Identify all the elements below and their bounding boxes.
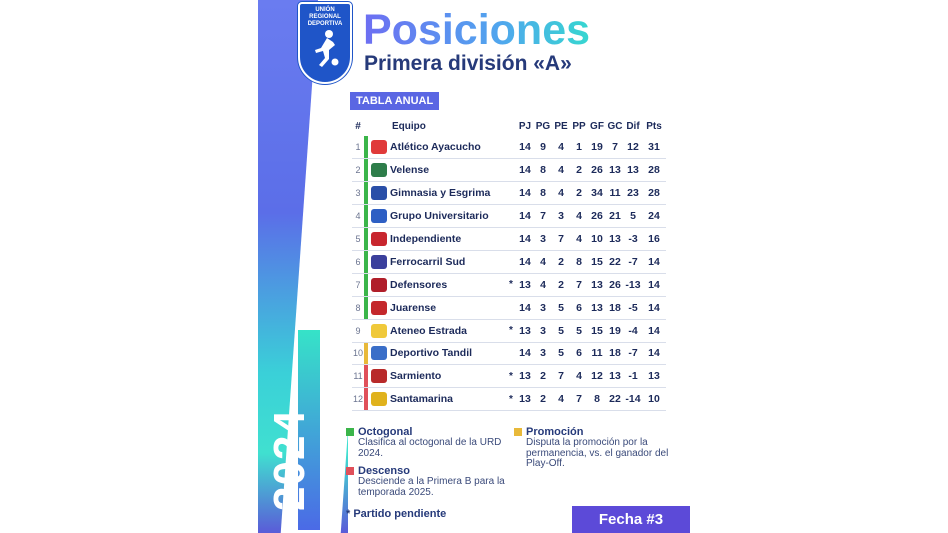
table-tag: TABLA ANUAL xyxy=(350,92,439,110)
promocion-swatch xyxy=(514,428,522,436)
team-name: Velense xyxy=(390,159,506,182)
cell-pg: 3 xyxy=(534,228,552,251)
cell-dif: 5 xyxy=(624,205,642,228)
team-crest-icon xyxy=(371,140,387,154)
col-pg: PG xyxy=(535,120,551,132)
cell-gc: 13 xyxy=(606,159,624,182)
cell-pg: 9 xyxy=(534,136,552,159)
team-crest-icon xyxy=(371,209,387,223)
cell-pg: 2 xyxy=(534,388,552,411)
standings-poster xyxy=(258,0,692,533)
team-crest-icon xyxy=(371,301,387,315)
cell-pts: 13 xyxy=(642,365,666,388)
team-name: Deportivo Tandil xyxy=(390,342,506,365)
cell-gf: 11 xyxy=(588,342,606,365)
team-name: Santamarina xyxy=(390,388,506,411)
team-crest-icon xyxy=(371,324,387,338)
pending-mark xyxy=(506,136,516,159)
cell-gf: 10 xyxy=(588,228,606,251)
cell-gc: 18 xyxy=(606,296,624,319)
table-row xyxy=(352,228,666,251)
cell-pj: 14 xyxy=(516,296,534,319)
col-team: Equipo xyxy=(392,120,426,132)
row-position: 2 xyxy=(352,159,364,182)
cell-pj: 13 xyxy=(516,319,534,342)
pending-mark xyxy=(506,182,516,205)
descenso-swatch xyxy=(346,467,354,475)
cell-pp: 7 xyxy=(570,388,588,411)
team-name: Juarense xyxy=(390,296,506,319)
row-position: 9 xyxy=(352,319,364,342)
cell-gf: 15 xyxy=(588,319,606,342)
table-row xyxy=(352,182,666,205)
team-crest-icon xyxy=(371,163,387,177)
cell-pe: 4 xyxy=(552,136,570,159)
cell-gf: 26 xyxy=(588,205,606,228)
team-crest-icon xyxy=(371,278,387,292)
team-name: Ferrocarril Sud xyxy=(390,250,506,273)
cell-pg: 3 xyxy=(534,296,552,319)
team-crest-icon xyxy=(371,232,387,246)
cell-pe: 2 xyxy=(552,273,570,296)
pending-mark xyxy=(506,205,516,228)
pending-mark: * xyxy=(506,388,516,411)
pending-mark xyxy=(506,250,516,273)
cell-gf: 19 xyxy=(588,136,606,159)
cell-dif: -4 xyxy=(624,319,642,342)
cell-pj: 14 xyxy=(516,182,534,205)
row-position: 10 xyxy=(352,342,364,365)
cell-pg: 4 xyxy=(534,250,552,273)
fecha-badge: Fecha #3 xyxy=(572,506,690,533)
col-gc: GC xyxy=(607,120,623,132)
cell-gf: 26 xyxy=(588,159,606,182)
cell-pe: 5 xyxy=(552,342,570,365)
cell-dif: 23 xyxy=(624,182,642,205)
row-position: 12 xyxy=(352,388,364,411)
cell-pe: 2 xyxy=(552,250,570,273)
team-crest-icon xyxy=(371,255,387,269)
cell-pts: 14 xyxy=(642,250,666,273)
table-row xyxy=(352,136,666,159)
cell-dif: -7 xyxy=(624,250,642,273)
cell-pg: 3 xyxy=(534,342,552,365)
col-pe: PE xyxy=(554,120,568,132)
cell-gc: 22 xyxy=(606,250,624,273)
table-header xyxy=(352,116,666,136)
cell-pe: 4 xyxy=(552,388,570,411)
octogonal-swatch xyxy=(346,428,354,436)
cell-gc: 7 xyxy=(606,136,624,159)
cell-dif: -13 xyxy=(624,273,642,296)
cell-pj: 13 xyxy=(516,365,534,388)
cell-gc: 13 xyxy=(606,228,624,251)
pending-note: * Partido pendiente xyxy=(346,508,447,520)
table-row xyxy=(352,319,666,342)
table-row xyxy=(352,365,666,388)
pending-mark: * xyxy=(506,319,516,342)
cell-pj: 14 xyxy=(516,228,534,251)
team-name: Sarmiento xyxy=(390,365,506,388)
cell-pg: 7 xyxy=(534,205,552,228)
cell-pj: 14 xyxy=(516,159,534,182)
cell-pg: 4 xyxy=(534,273,552,296)
season-year: 2024 xyxy=(265,409,314,511)
cell-dif: -5 xyxy=(624,296,642,319)
cell-pp: 8 xyxy=(570,250,588,273)
team-crest-icon xyxy=(371,346,387,360)
club-logo xyxy=(298,2,352,84)
cell-pp: 4 xyxy=(570,365,588,388)
row-position: 8 xyxy=(352,296,364,319)
col-pp: PP xyxy=(572,120,586,132)
table-row xyxy=(352,388,666,411)
cell-gc: 21 xyxy=(606,205,624,228)
cell-gf: 13 xyxy=(588,273,606,296)
table-row xyxy=(352,273,666,296)
cell-gc: 22 xyxy=(606,388,624,411)
table-row xyxy=(352,159,666,182)
cell-gc: 26 xyxy=(606,273,624,296)
pending-mark xyxy=(506,159,516,182)
cell-pts: 14 xyxy=(642,273,666,296)
cell-pts: 28 xyxy=(642,182,666,205)
row-position: 1 xyxy=(352,136,364,159)
cell-pj: 13 xyxy=(516,388,534,411)
cell-dif: -7 xyxy=(624,342,642,365)
col-pts: Pts xyxy=(646,120,662,132)
cell-pts: 14 xyxy=(642,319,666,342)
team-crest-icon xyxy=(371,186,387,200)
legend-octogonal: Octogonal Clasifica al octogonal de la URD 2024. xyxy=(346,426,516,466)
table-row xyxy=(352,205,666,228)
cell-pj: 14 xyxy=(516,342,534,365)
cell-gf: 8 xyxy=(588,388,606,411)
cell-pp: 6 xyxy=(570,342,588,365)
cell-gc: 18 xyxy=(606,342,624,365)
cell-pe: 7 xyxy=(552,228,570,251)
team-name: Ateneo Estrada xyxy=(390,319,506,342)
cell-pp: 4 xyxy=(570,205,588,228)
cell-pp: 5 xyxy=(570,319,588,342)
row-position: 4 xyxy=(352,205,364,228)
row-position: 5 xyxy=(352,228,364,251)
team-name: Gimnasia y Esgrima xyxy=(390,182,506,205)
cell-pp: 7 xyxy=(570,273,588,296)
cell-pe: 5 xyxy=(552,296,570,319)
cell-dif: -1 xyxy=(624,365,642,388)
page-title: Posiciones xyxy=(363,6,591,54)
team-crest-icon xyxy=(371,369,387,383)
cell-gc: 13 xyxy=(606,365,624,388)
cell-dif: -3 xyxy=(624,228,642,251)
cell-pts: 24 xyxy=(642,205,666,228)
cell-pg: 3 xyxy=(534,319,552,342)
pending-mark xyxy=(506,296,516,319)
pending-mark xyxy=(506,342,516,365)
cell-pp: 1 xyxy=(570,136,588,159)
pending-mark: * xyxy=(506,273,516,296)
col-gf: GF xyxy=(590,120,604,132)
cell-pts: 10 xyxy=(642,388,666,411)
cell-pts: 31 xyxy=(642,136,666,159)
cell-pts: 16 xyxy=(642,228,666,251)
legend-promocion: Promoción Disputa la promoción por la permanencia, vs. el ganador del Play-Off. xyxy=(514,426,690,472)
cell-pts: 14 xyxy=(642,342,666,365)
cell-dif: 13 xyxy=(624,159,642,182)
cell-pg: 8 xyxy=(534,159,552,182)
cell-gc: 11 xyxy=(606,182,624,205)
cell-pts: 28 xyxy=(642,159,666,182)
pending-mark xyxy=(506,228,516,251)
logo-text: UNIÓN REGIONAL DEPORTIVA xyxy=(307,7,343,27)
legend-descenso: Descenso Desciende a la Primera B para la temporada 2025. xyxy=(346,465,516,505)
team-name: Grupo Universitario xyxy=(390,205,506,228)
cell-pg: 2 xyxy=(534,365,552,388)
team-name: Independiente xyxy=(390,228,506,251)
cell-gf: 34 xyxy=(588,182,606,205)
cell-pe: 4 xyxy=(552,159,570,182)
row-position: 3 xyxy=(352,182,364,205)
player-icon xyxy=(307,28,343,68)
team-crest-icon xyxy=(371,392,387,406)
cell-pp: 2 xyxy=(570,182,588,205)
team-name: Atlético Ayacucho xyxy=(390,136,506,159)
cell-pj: 14 xyxy=(516,205,534,228)
row-position: 6 xyxy=(352,250,364,273)
cell-gf: 12 xyxy=(588,365,606,388)
cell-pe: 5 xyxy=(552,319,570,342)
row-position: 11 xyxy=(352,365,364,388)
table-row xyxy=(352,342,666,365)
cell-pe: 7 xyxy=(552,365,570,388)
cell-gf: 13 xyxy=(588,296,606,319)
cell-pe: 3 xyxy=(552,205,570,228)
cell-pj: 14 xyxy=(516,136,534,159)
cell-pp: 6 xyxy=(570,296,588,319)
row-position: 7 xyxy=(352,273,364,296)
cell-pe: 4 xyxy=(552,182,570,205)
cell-pts: 14 xyxy=(642,296,666,319)
team-name: Defensores xyxy=(390,273,506,296)
cell-pg: 8 xyxy=(534,182,552,205)
cell-pj: 14 xyxy=(516,250,534,273)
cell-dif: 12 xyxy=(624,136,642,159)
pending-mark: * xyxy=(506,365,516,388)
col-dif: Dif xyxy=(626,120,640,132)
table-row xyxy=(352,250,666,273)
cell-pp: 4 xyxy=(570,228,588,251)
col-pj: PJ xyxy=(518,120,532,132)
cell-gc: 19 xyxy=(606,319,624,342)
cell-pp: 2 xyxy=(570,159,588,182)
cell-pj: 13 xyxy=(516,273,534,296)
cell-gf: 15 xyxy=(588,250,606,273)
table-row xyxy=(352,296,666,319)
standings-table xyxy=(352,116,666,411)
cell-dif: -14 xyxy=(624,388,642,411)
page-subtitle: Primera división «A» xyxy=(364,52,572,75)
col-pos: # xyxy=(355,120,361,132)
